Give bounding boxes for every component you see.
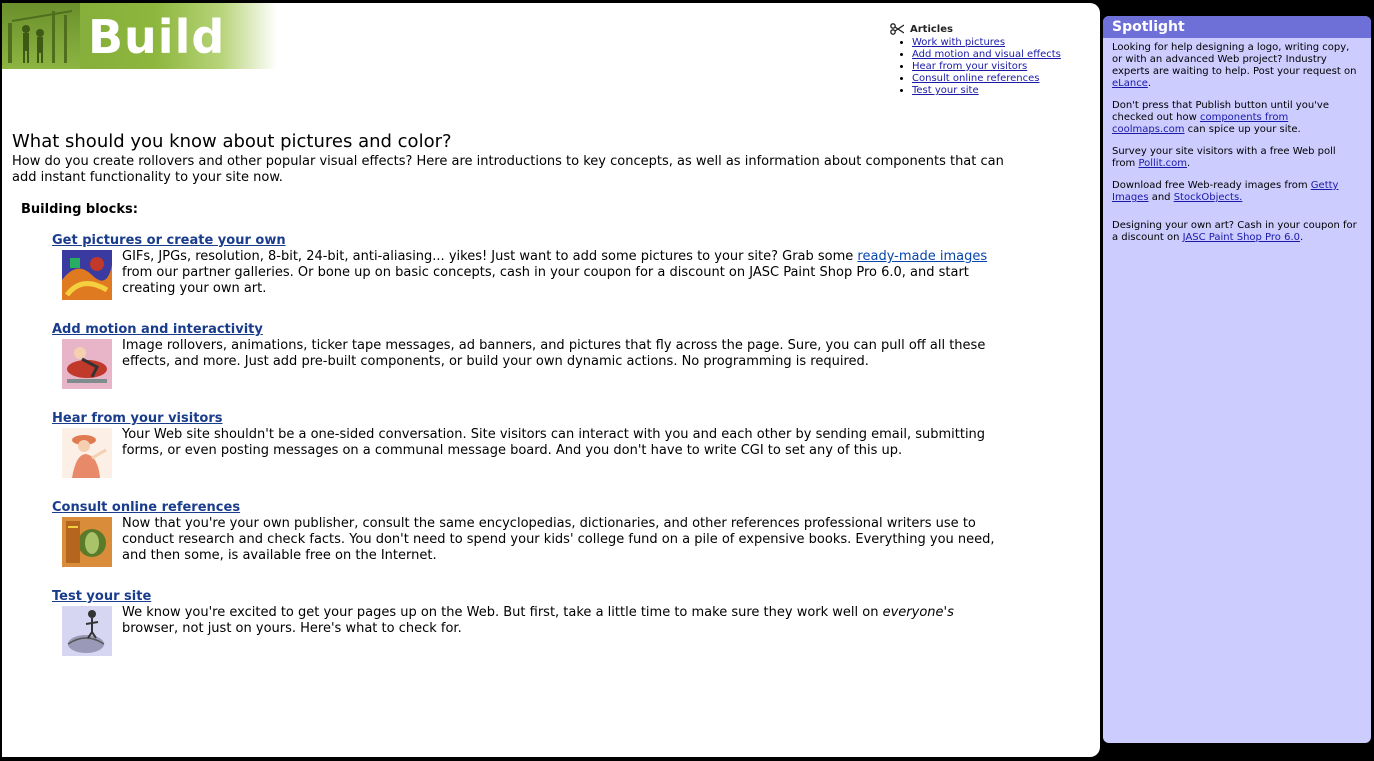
articles-item bbox=[912, 73, 1061, 85]
getty-images-link[interactable]: Getty Images bbox=[1112, 180, 1339, 203]
articles-item bbox=[912, 49, 1061, 61]
woman-with-hat-icon bbox=[62, 428, 112, 478]
spotlight-item bbox=[1112, 42, 1362, 90]
spotlight-text: . bbox=[1187, 158, 1191, 169]
block-text: GIFs, JPGs, resolution, 8-bit, 24-bit, anti-aliasing... yikes! Just want to add some pictures to your site? Grab some bbox=[122, 249, 858, 264]
articles-item bbox=[912, 85, 1061, 97]
block-title-link[interactable]: Hear from your visitors bbox=[52, 411, 223, 426]
block-text: browser, not just on yours. Here's what to check for. bbox=[122, 621, 462, 636]
spotlight-text: Looking for help designing a logo, writing copy, or with an advanced Web project? Industry experts are waiting to help. Post your request on bbox=[1112, 42, 1357, 77]
spotlight-text: Survey your site visitors with a free Web poll from bbox=[1112, 146, 1336, 169]
elance-link[interactable]: eLance bbox=[1112, 78, 1148, 89]
build-banner bbox=[2, 3, 277, 69]
block-title-link[interactable]: Add motion and interactivity bbox=[52, 322, 263, 337]
flying-figure-icon bbox=[62, 339, 112, 389]
spotlight-text: Don't press that Publish button until you've checked out how bbox=[1112, 100, 1329, 123]
main-page bbox=[2, 3, 1100, 757]
spotlight-text: Designing your own art? Cash in your coupon for a discount on bbox=[1112, 220, 1357, 243]
spotlight-item bbox=[1112, 146, 1362, 170]
spotlight-item bbox=[1112, 100, 1362, 136]
intro-text: How do you create rollovers and other popular visual effects? Here are introductions to key concepts, as well as information about components that can add instant functionality to your site now. bbox=[12, 154, 1004, 185]
page-title: What should you know about pictures and color? bbox=[12, 131, 452, 152]
pollit-link[interactable]: Pollit.com bbox=[1138, 158, 1188, 169]
spotlight-item bbox=[1112, 220, 1362, 244]
building-block-pictures bbox=[52, 233, 1012, 297]
spotlight-text: Download free Web-ready images from bbox=[1112, 180, 1311, 191]
spotlight-text: and bbox=[1148, 192, 1174, 203]
building-blocks-label: Building blocks: bbox=[21, 202, 138, 217]
spotlight-text: . bbox=[1300, 232, 1304, 243]
spotlight-text: can spice up your site. bbox=[1184, 124, 1301, 135]
emphasis-text: everyone's bbox=[882, 605, 954, 620]
spotlight-text: . bbox=[1147, 78, 1152, 89]
coolmaps-link[interactable]: components from coolmaps.com bbox=[1112, 112, 1289, 135]
block-text: from our partner galleries. Or bone up on basic concepts, cash in your coupon for a discount on JASC Paint Shop Pro 6.0, and start creating your own art. bbox=[122, 265, 969, 296]
block-text: We know you're excited to get your pages up on the Web. But first, take a little time to make sure they work well on bbox=[122, 605, 883, 620]
block-title-link[interactable]: Consult online references bbox=[52, 500, 241, 515]
ready-made-images-link[interactable]: ready-made images bbox=[857, 249, 988, 264]
article-link-test-site[interactable]: Test your site bbox=[912, 85, 979, 96]
jasc-paint-shop-link[interactable]: JASC Paint Shop Pro 6.0 bbox=[1182, 232, 1300, 243]
banner-title: Build bbox=[88, 10, 226, 64]
block-description: Your Web site shouldn't be a one-sided conversation. Site visitors can interact with you and each other by sending email, submitting forms, or even posting messages on a communal message board. And you don't have to write CGI to set any of this up. bbox=[122, 427, 986, 458]
block-description: Image rollovers, animations, ticker tape messages, ad banners, and pictures that fly across the page. Sure, you can pull off all these effects, and more. Just add pre-built components, or build your own dynamic actions. No programming is required. bbox=[122, 338, 986, 369]
block-title-link[interactable]: Get pictures or create your own bbox=[52, 233, 286, 248]
spotlight-panel bbox=[1103, 16, 1371, 743]
articles-heading-label: Articles bbox=[910, 23, 953, 35]
building-block-visitors bbox=[52, 411, 1012, 459]
articles-heading bbox=[890, 23, 1061, 35]
article-link-work-with-pictures[interactable]: Work with pictures bbox=[912, 37, 1006, 48]
article-link-hear-from-visitors[interactable]: Hear from your visitors bbox=[912, 61, 1028, 72]
scissors-icon bbox=[890, 23, 904, 35]
article-link-consult-references[interactable]: Consult online references bbox=[912, 73, 1040, 84]
article-link-add-motion[interactable]: Add motion and visual effects bbox=[912, 49, 1061, 60]
block-description bbox=[122, 249, 1012, 297]
block-description: Now that you're your own publisher, consult the same encyclopedias, dictionaries, and other references professional writers use to conduct research and check facts. You don't need to spend your kids' college fund on a pile of expensive books. Everything you need, and then some, is available free on the Internet. bbox=[122, 516, 995, 563]
stockobjects-link[interactable]: StockObjects. bbox=[1173, 192, 1243, 203]
workers-silhouette-icon bbox=[2, 3, 82, 69]
colorful-abstract-art-icon bbox=[62, 250, 112, 300]
articles-item bbox=[912, 37, 1061, 49]
reference-book-icon bbox=[62, 517, 112, 567]
block-title-link[interactable]: Test your site bbox=[52, 589, 152, 604]
building-block-motion bbox=[52, 322, 1012, 370]
building-block-test bbox=[52, 589, 1012, 637]
spotlight-item bbox=[1112, 180, 1362, 204]
spotlight-heading: Spotlight bbox=[1103, 16, 1371, 38]
figure-on-globe-icon bbox=[62, 606, 112, 656]
articles-item bbox=[912, 61, 1061, 73]
block-description bbox=[122, 605, 1012, 637]
articles-nav bbox=[890, 23, 1061, 97]
building-block-references bbox=[52, 500, 1012, 564]
